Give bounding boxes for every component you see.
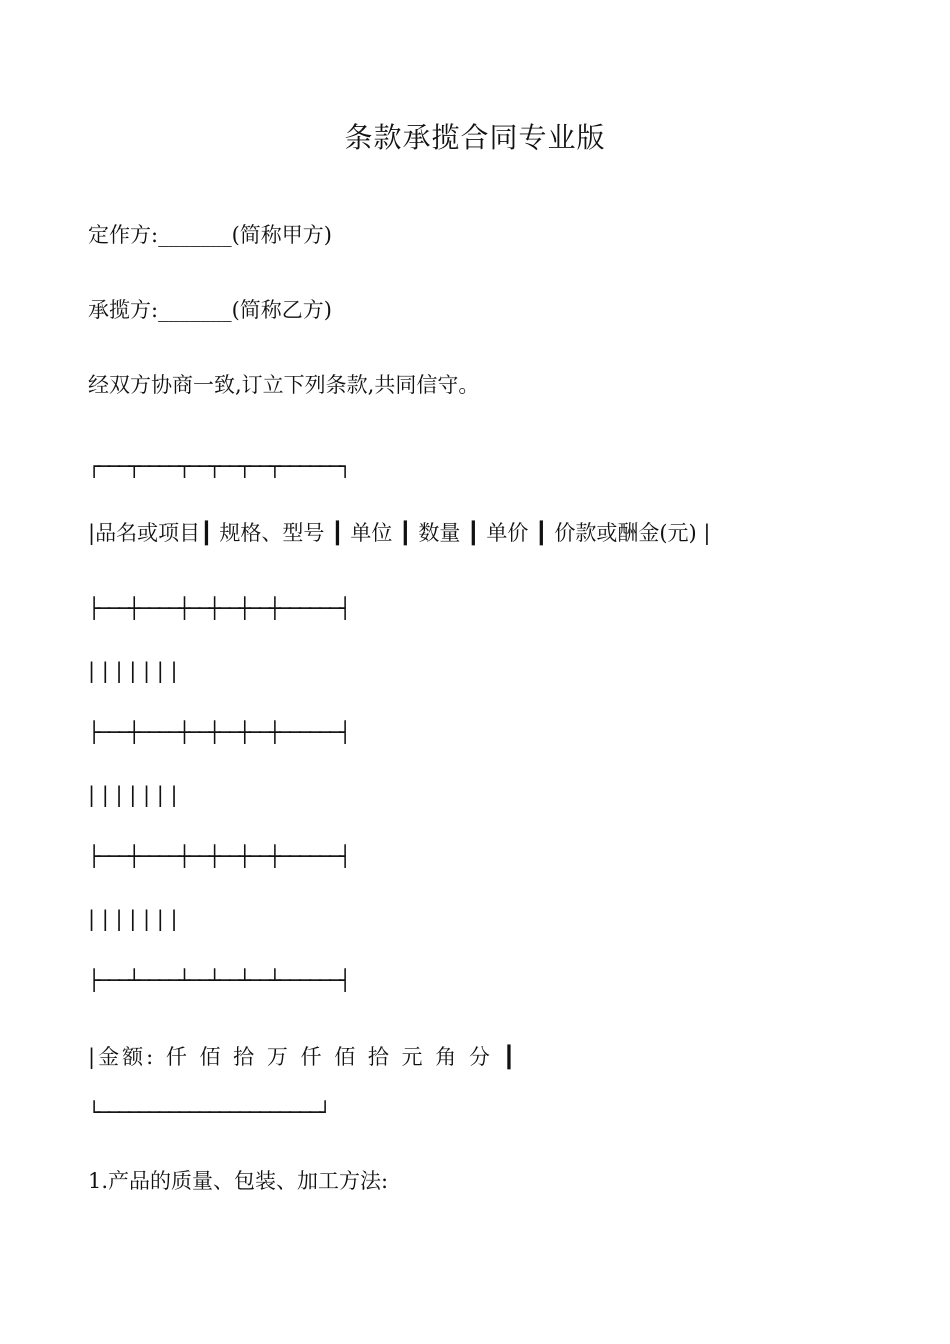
page-title: 条款承揽合同专业版 — [344, 121, 606, 154]
section-1-heading: 1.产品的质量、包装、加工方法: — [88, 1169, 389, 1193]
table-row: | | | | | | | — [88, 659, 178, 683]
party-b-line: 承揽方:_______(简称乙方) — [88, 298, 332, 322]
table-separator: ├───┼────┼──┼──┼──┼──────┤ — [88, 720, 350, 744]
table-header-row: |品名或项目┃ 规格、型号 ┃ 单位 ┃ 数量 ┃ 单价 ┃ 价款或酬金(元) | — [88, 521, 711, 545]
party-a-line: 定作方:_______(简称甲方) — [88, 223, 332, 247]
table-bottom-separator: ├───┴────┴──┴──┴──┴──────┤ — [88, 968, 350, 992]
table-top-border: ┌───┬────┬──┬──┬──┬──────┐ — [88, 454, 350, 478]
table-row: | | | | | | | — [88, 783, 178, 807]
table-row: | | | | | | | — [88, 907, 178, 931]
preamble-line: 经双方协商一致,订立下列条款,共同信守。 — [88, 373, 480, 397]
table-separator: ├───┼────┼──┼──┼──┼──────┤ — [88, 596, 350, 620]
table-separator: ├───┼────┼──┼──┼──┼──────┤ — [88, 844, 350, 868]
amount-row: |金额: 仟 佰 拾 万 仟 佰 拾 元 角 分 ┃ — [88, 1045, 519, 1069]
table-bottom-border: └──────────────────────┘ — [88, 1100, 329, 1124]
